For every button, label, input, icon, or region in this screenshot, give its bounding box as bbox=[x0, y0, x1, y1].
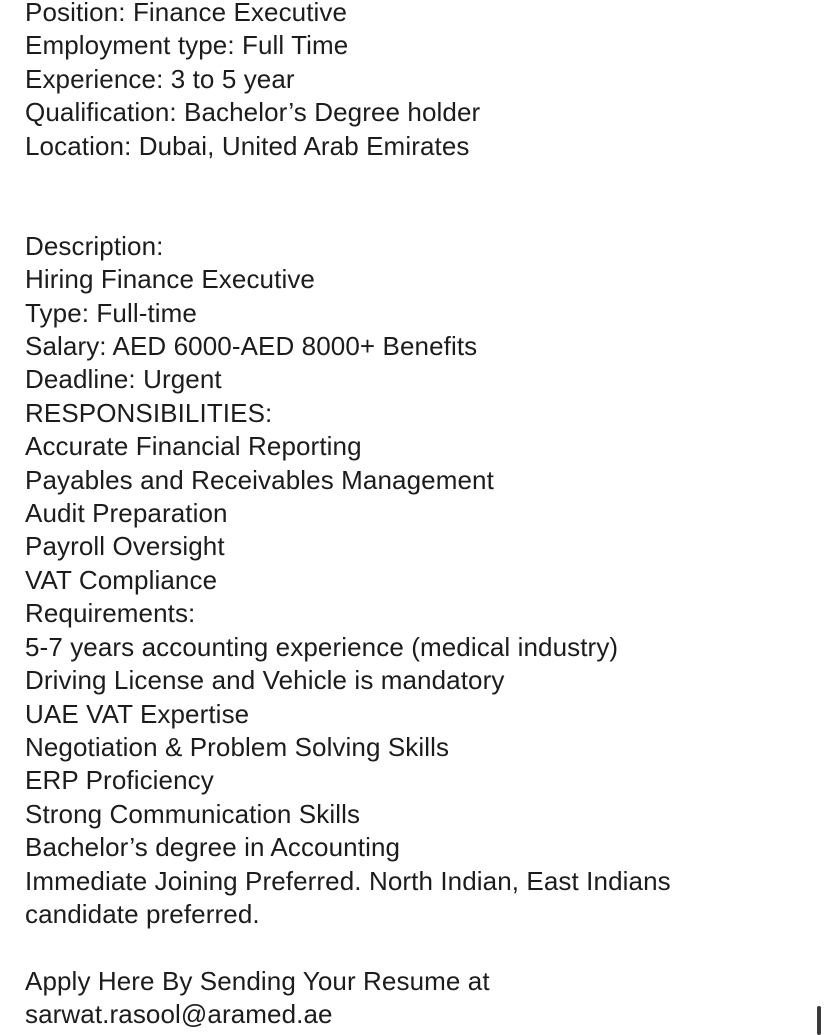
location-line: Location: Dubai, United Arab Emirates bbox=[25, 130, 470, 161]
requirement-item: 5-7 years accounting experience (medical industry) bbox=[25, 631, 619, 662]
apply-instructions: Apply Here By Sending Your Resume at bbox=[25, 965, 490, 996]
apply-email[interactable]: sarwat.rasool@aramed.ae bbox=[25, 999, 333, 1030]
requirement-item: Driving License and Vehicle is mandatory bbox=[25, 665, 505, 696]
vertical-scrollbar[interactable] bbox=[817, 1006, 821, 1035]
requirement-item: Immediate Joining Preferred. North Indian, East Indians candidate preferred. bbox=[25, 865, 671, 929]
hiring-line: Hiring Finance Executive bbox=[25, 264, 315, 295]
job-post-body bbox=[25, 0, 785, 1032]
responsibility-item: Accurate Financial Reporting bbox=[25, 431, 362, 462]
requirement-item: Negotiation & Problem Solving Skills bbox=[25, 731, 450, 762]
requirements-heading: Requirements: bbox=[25, 598, 196, 629]
employment-type-line: Employment type: Full Time bbox=[25, 30, 349, 61]
responsibility-item: VAT Compliance bbox=[25, 564, 218, 595]
description-heading: Description: bbox=[25, 230, 164, 261]
experience-line: Experience: 3 to 5 year bbox=[25, 63, 295, 94]
type-line: Type: Full-time bbox=[25, 297, 197, 328]
responsibility-item: Payables and Receivables Management bbox=[25, 464, 494, 495]
requirement-item: ERP Proficiency bbox=[25, 765, 214, 796]
responsibility-item: Audit Preparation bbox=[25, 498, 228, 529]
salary-line: Salary: AED 6000-AED 8000+ Benefits bbox=[25, 331, 478, 362]
requirement-item: UAE VAT Expertise bbox=[25, 698, 250, 729]
position-line: Position: Finance Executive bbox=[25, 0, 348, 27]
responsibilities-heading: RESPONSIBILITIES: bbox=[25, 397, 273, 428]
qualification-line: Qualification: Bachelor’s Degree holder bbox=[25, 97, 481, 128]
blank-gap bbox=[25, 163, 785, 230]
responsibility-item: Payroll Oversight bbox=[25, 531, 225, 562]
blank-gap bbox=[25, 931, 785, 964]
deadline-line: Deadline: Urgent bbox=[25, 364, 222, 395]
requirement-item: Bachelor’s degree in Accounting bbox=[25, 832, 401, 863]
requirement-item: Strong Communication Skills bbox=[25, 798, 361, 829]
